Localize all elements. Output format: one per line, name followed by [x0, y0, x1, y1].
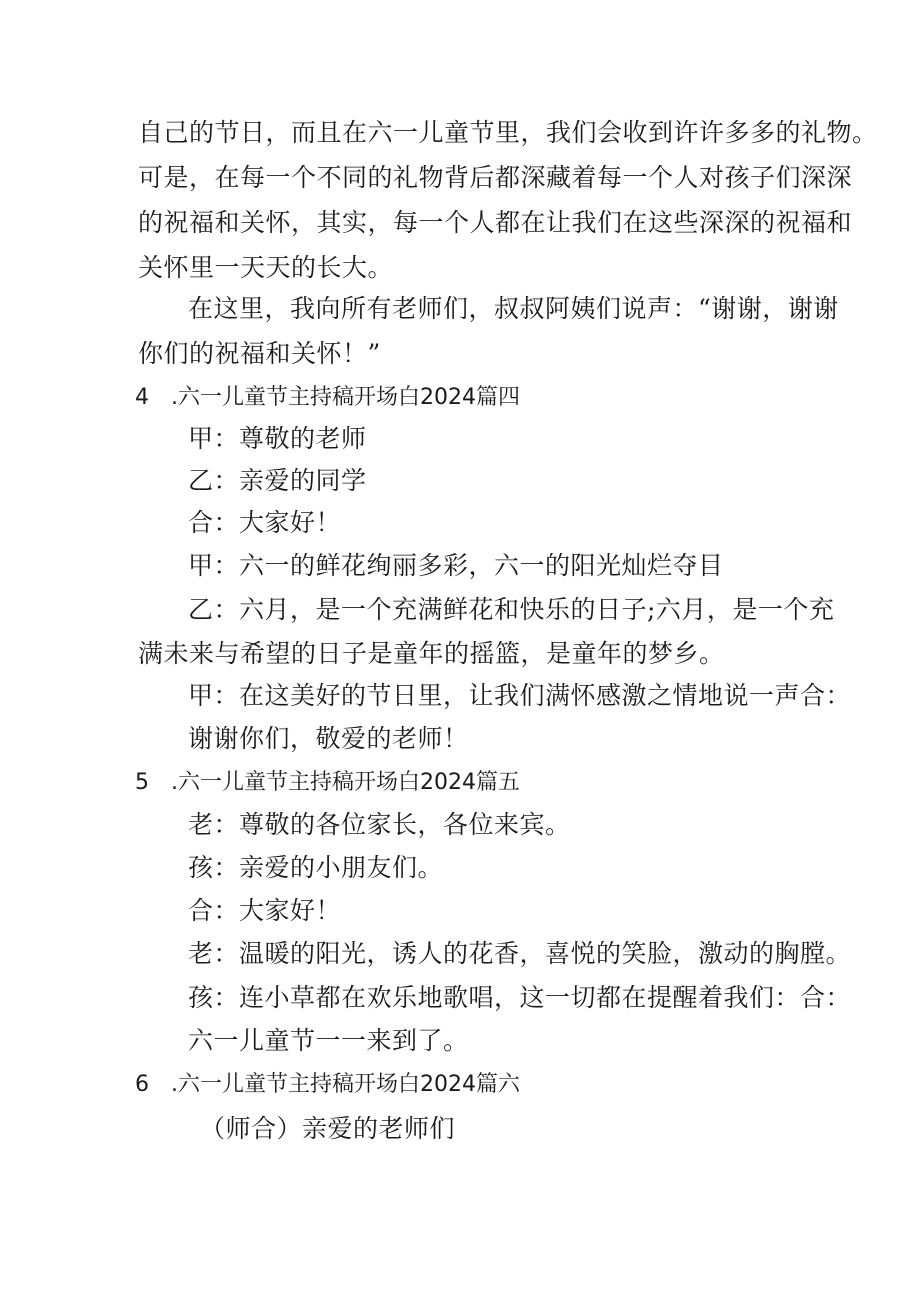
- section-heading: [135, 1070, 520, 1100]
- script-line: 甲：六一的鲜花绚丽多彩，六一的阳光灿烂夺目: [188, 551, 724, 580]
- section-heading: [135, 383, 520, 413]
- script-line: 甲：在这美好的节日里，让我们满怀感激之情地说一声合：: [188, 681, 852, 710]
- paragraph-line: 自己的节日，而且在六一儿童节里，我们会收到许许多多的礼物。: [138, 118, 878, 147]
- script-line: 合：大家好！: [188, 896, 342, 925]
- script-line: 孩：亲爱的小朋友们。: [188, 853, 444, 882]
- script-line: 老：温暖的阳光，诱人的花香，喜悦的笑脸，激动的胸膛。: [188, 939, 852, 968]
- script-line: 谢谢你们，敬爱的老师！: [188, 724, 469, 753]
- script-line: 六一儿童节一一来到了。: [188, 1026, 469, 1055]
- section-number: 5: [135, 770, 149, 795]
- section-title: .六一儿童节主持稿开场白2024篇五: [171, 770, 520, 795]
- section-title: .六一儿童节主持稿开场白2024篇四: [171, 385, 520, 410]
- script-line: 甲：尊敬的老师: [188, 424, 367, 453]
- script-line: 乙：六月，是一个充满鲜花和快乐的日子;六月，是一个充: [188, 595, 835, 624]
- script-line: 孩：连小草都在欢乐地歌唱，这一切都在提醒着我们：合：: [188, 983, 852, 1012]
- section-number: 6: [135, 1072, 149, 1097]
- script-line: 合：大家好！: [188, 508, 342, 537]
- section-heading: [135, 768, 520, 798]
- paragraph-line: 可是，在每一个不同的礼物背后都深藏着每一个人对孩子们深深: [138, 163, 853, 192]
- paragraph-line: 的祝福和关怀，其实，每一个人都在让我们在这些深深的祝福和: [138, 208, 853, 237]
- script-line: 满未来与希望的日子是童年的摇篮，是童年的梦乡。: [138, 639, 725, 668]
- script-line: （师合）亲爱的老师们: [200, 1114, 456, 1143]
- paragraph-line: 你们的祝福和关怀！”: [138, 339, 381, 368]
- script-line: 乙：亲爱的同学: [188, 466, 367, 495]
- section-title: .六一儿童节主持稿开场白2024篇六: [171, 1072, 520, 1097]
- paragraph-line: 在这里，我向所有老师们，叔叔阿姨们说声：“谢谢，谢谢: [188, 294, 839, 323]
- section-number: 4: [135, 385, 149, 410]
- script-line: 老：尊敬的各位家长，各位来宾。: [188, 810, 571, 839]
- paragraph-line: 关怀里一天天的长大。: [138, 253, 394, 282]
